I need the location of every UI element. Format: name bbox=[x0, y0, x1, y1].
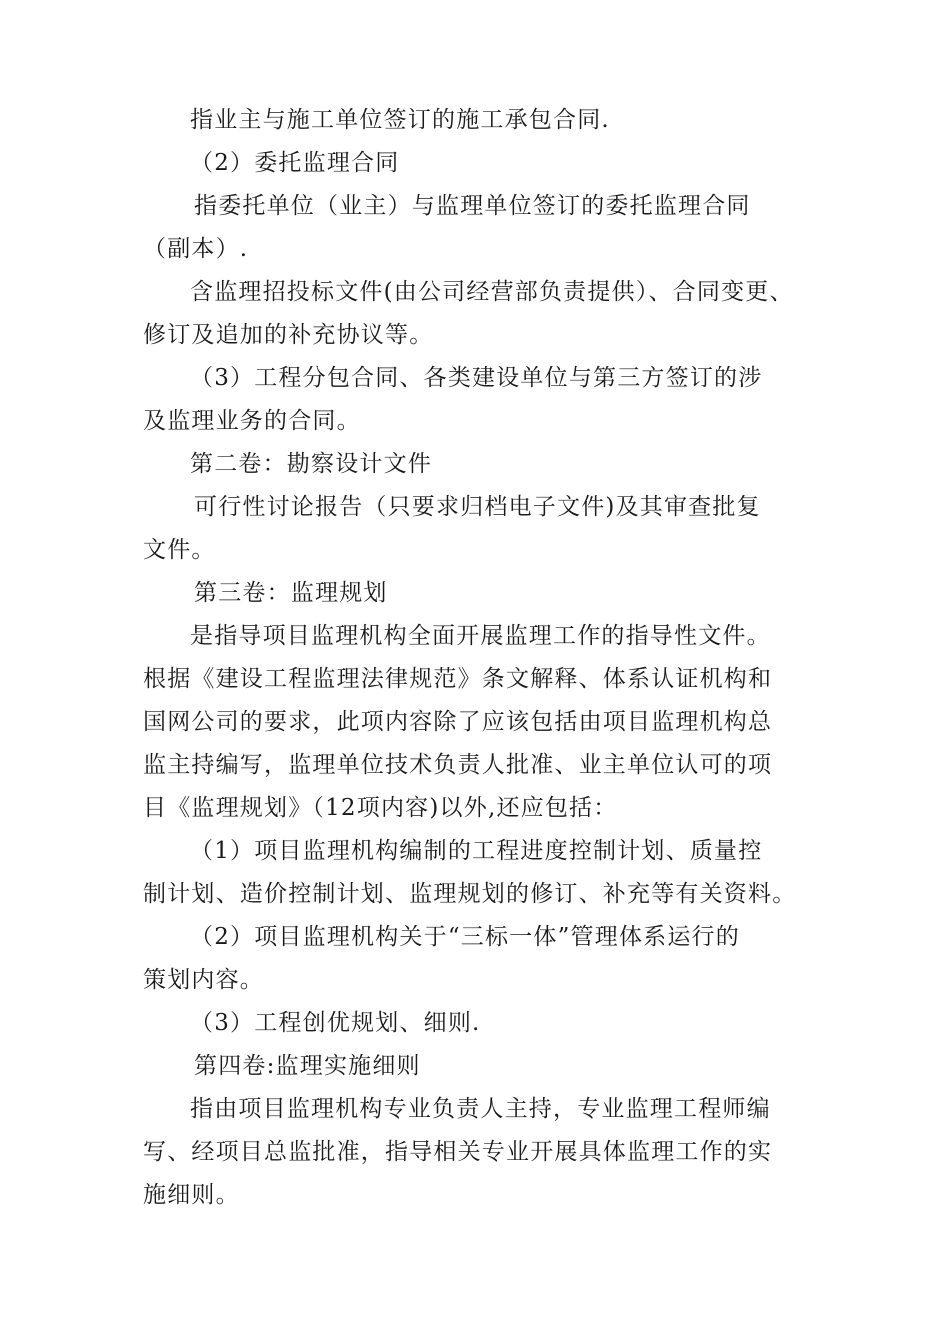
text-line: （3）工程分包合同、各类建设单位与第三方签订的涉 bbox=[190, 365, 763, 391]
text-line: 监主持编写，监理单位技术负责人批准、业主单位认可的项 bbox=[143, 752, 773, 778]
text-line: （2）委托监理合同 bbox=[190, 150, 400, 176]
text-line: （2）项目监理机构关于“三标一体”管理体系运行的 bbox=[190, 924, 740, 950]
text-line: 含监理招投标文件(由公司经营部负责提供）、合同变更、 bbox=[190, 279, 794, 305]
text-line: 指由项目监理机构专业负责人主持，专业监理工程师编 bbox=[190, 1096, 771, 1122]
text-line: 修订及追加的补充协议等。 bbox=[143, 322, 434, 348]
text-line: 是指导项目监理机构全面开展监理工作的指导性文件。 bbox=[190, 623, 771, 649]
text-line: 写、经项目总监批准，指导相关专业开展具体监理工作的实 bbox=[143, 1139, 773, 1165]
text-line: 指委托单位（业主）与监理单位签订的委托监理合同 bbox=[194, 193, 751, 219]
text-line: 施细则。 bbox=[143, 1182, 240, 1208]
text-line: 根据《建设工程监理法律规范》条文解释、体系认证机构和 bbox=[143, 666, 773, 692]
text-line: （1）项目监理机构编制的工程进度控制计划、质量控 bbox=[190, 838, 763, 864]
text-line: 第二卷：勘察设计文件 bbox=[190, 451, 432, 477]
text-line: 第三卷：监理规划 bbox=[194, 580, 388, 606]
text-line: 策划内容。 bbox=[143, 967, 264, 993]
text-line: 指业主与施工单位签订的施工承包合同. bbox=[190, 107, 610, 133]
text-line: 制计划、造价控制计划、监理规划的修订、补充等有关资料。 bbox=[143, 881, 797, 907]
text-line: 及监理业务的合同。 bbox=[143, 408, 361, 434]
text-line: 第四卷:监理实施细则 bbox=[194, 1053, 421, 1079]
text-line: 可行性讨论报告（只要求归档电子文件)及其审查批复 bbox=[194, 494, 761, 520]
text-line: （3）工程创优规划、细则. bbox=[190, 1010, 481, 1036]
text-line: 目《监理规划》（12项内容)以外,还应包括： bbox=[143, 795, 618, 821]
text-line: 国网公司的要求，此项内容除了应该包括由项目监理机构总 bbox=[143, 709, 773, 735]
text-line: （副本）. bbox=[143, 236, 249, 262]
text-line: 文件。 bbox=[143, 537, 216, 563]
